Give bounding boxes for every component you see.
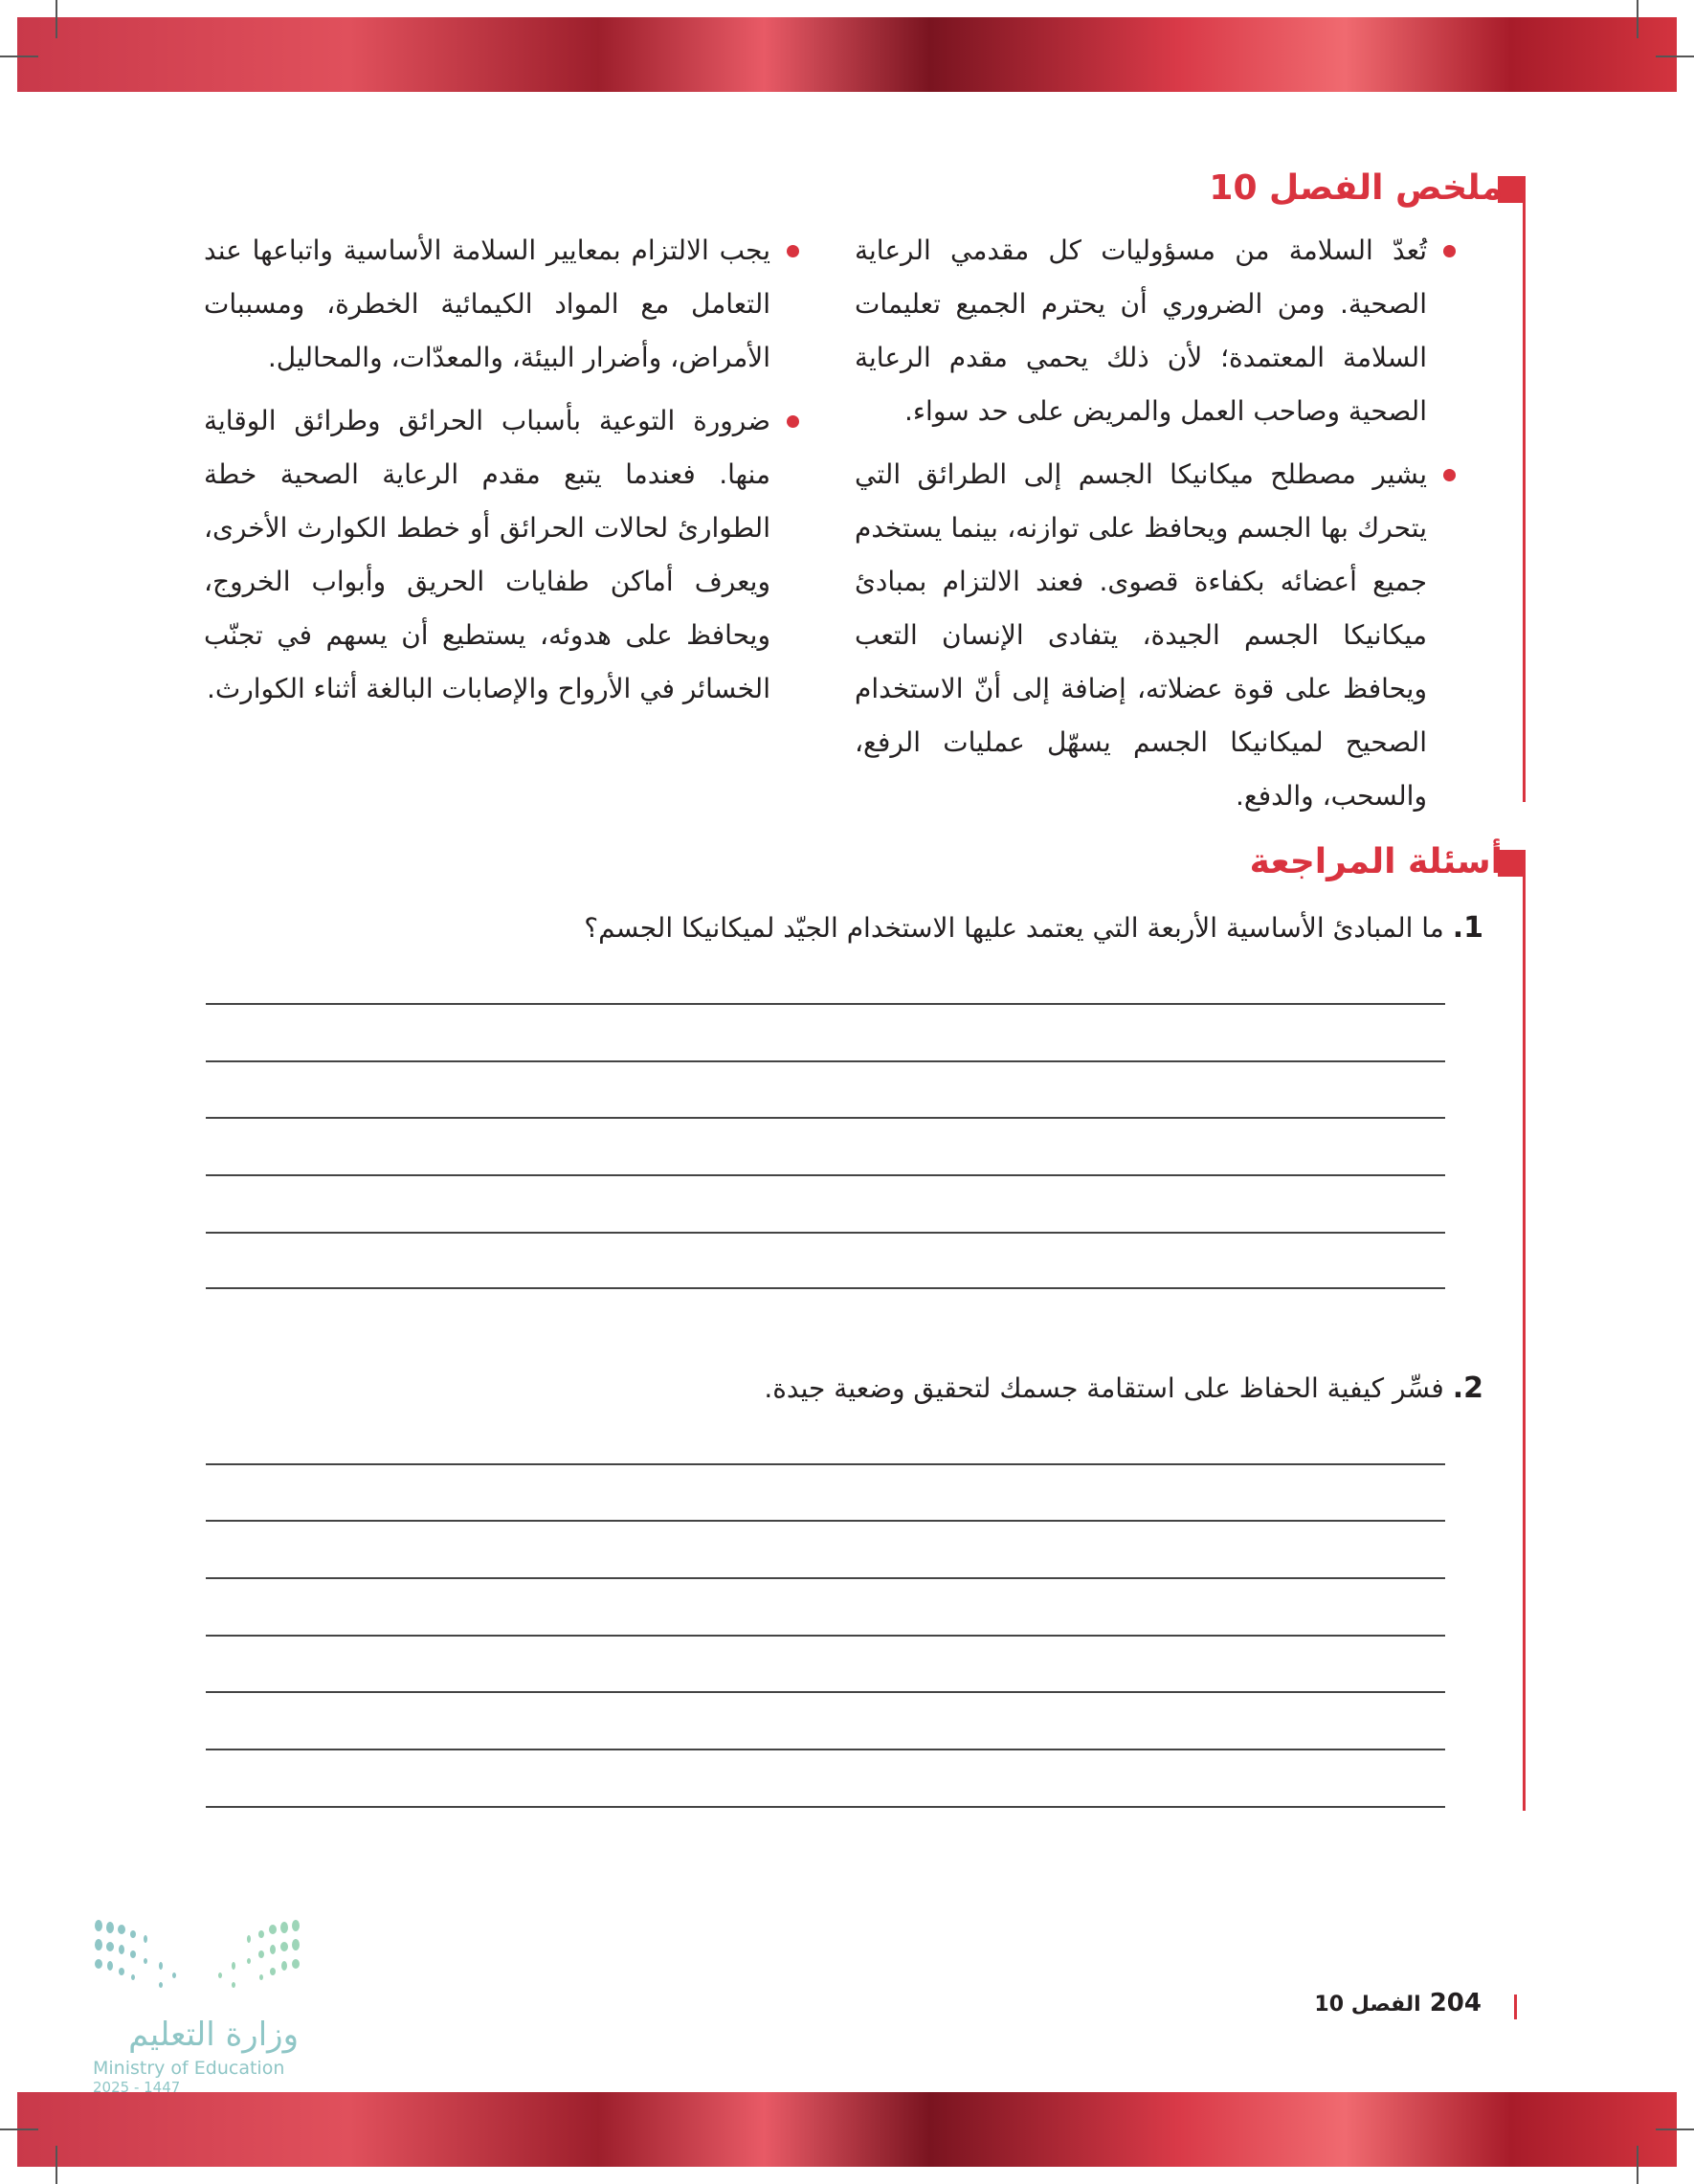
bullet-icon xyxy=(787,245,799,257)
page-number: 204 xyxy=(1429,1989,1482,2017)
summary-item xyxy=(204,394,799,716)
question-text: فسِّر كيفية الحفاظ على استقامة جسمك لتحقيق وضعية جيدة. xyxy=(764,1372,1444,1404)
section-rule xyxy=(1523,176,1526,802)
logo-arabic: وزارة التعليم xyxy=(128,2016,299,2054)
answer-line[interactable] xyxy=(206,1577,1445,1579)
summary-text: يشير مصطلح ميكانيكا الجسم إلى الطرائق التي يتحرك بها الجسم ويحافظ على توازنه، بينما يستخدم جميع أعضائه بكفاءة قصوى. فعند الالتزام بمبادئ ميكانيكا الجسم الجيدة، يتفادى الإنسان التعب ويحافظ على قوة عضلاته، إضافة إلى أنّ الاستخدام الصحيح لميكانيكا الجسم يسهّل عمليات الرفع، والسحب، والدفع. xyxy=(855,458,1427,812)
answer-line[interactable] xyxy=(206,1635,1445,1637)
answer-line[interactable] xyxy=(206,1003,1445,1005)
crop-mark xyxy=(56,2146,57,2184)
answer-line[interactable] xyxy=(206,1117,1445,1119)
footer-divider xyxy=(1514,1995,1517,2019)
answer-line[interactable] xyxy=(206,1749,1445,1750)
logo-dots-icon xyxy=(93,1918,303,1995)
crop-mark xyxy=(1637,0,1638,38)
answer-line[interactable] xyxy=(206,1691,1445,1693)
question-number: 2. xyxy=(1452,1371,1483,1405)
answer-line[interactable] xyxy=(206,1174,1445,1176)
question-text: ما المبادئ الأساسية الأربعة التي يعتمد عليها الاستخدام الجيّد لميكانيكا الجسم؟ xyxy=(584,912,1444,944)
crop-mark xyxy=(1637,2146,1638,2184)
page-footer xyxy=(1314,1989,1482,2017)
answer-line[interactable] xyxy=(206,1463,1445,1465)
summary-left-column xyxy=(204,224,799,725)
logo-year: 2025 - 1447 xyxy=(93,2079,181,2096)
answer-line[interactable] xyxy=(206,1520,1445,1522)
answer-line[interactable] xyxy=(206,1232,1445,1234)
summary-text: تُعدّ السلامة من مسؤوليات كل مقدمي الرعاية الصحية. ومن الضروري أن يحترم الجميع تعليمات السلامة المعتمدة؛ لأن ذلك يحمي مقدم الرعاية الصحية وصاحب العمل والمريض على حد سواء. xyxy=(855,234,1427,427)
question-2 xyxy=(764,1371,1483,1405)
summary-text: يجب الالتزام بمعايير السلامة الأساسية واتباعها عند التعامل مع المواد الكيمائية الخطرة، ومسببات الأمراض، وأضرار البيئة، والمعدّات، والمحاليل. xyxy=(204,234,770,373)
header-banner xyxy=(17,17,1677,92)
summary-item xyxy=(204,224,799,385)
crop-mark xyxy=(1656,56,1694,57)
summary-title: ملخص الفصل 10 xyxy=(1209,168,1503,208)
logo-english: Ministry of Education xyxy=(93,2058,285,2079)
answer-line[interactable] xyxy=(206,1287,1445,1289)
bullet-icon xyxy=(787,415,799,428)
summary-text: ضرورة التوعية بأسباب الحرائق وطرائق الوقاية منها. فعندما يتبع مقدم الرعاية الصحية خطة الطوارئ لحالات الحرائق أو خطط الكوارث الأخرى، ويعرف أماكن طفايات الحريق وأبواب الخروج، ويحافظ على هدوئه، يستطيع أن يسهم في تجنّب الخسائر في الأرواح والإصابات البالغة أثناء الكوارث. xyxy=(204,405,770,704)
crop-mark xyxy=(0,2128,38,2130)
summary-right-column xyxy=(855,224,1456,833)
crop-mark xyxy=(1656,2128,1694,2130)
crop-mark xyxy=(0,56,38,57)
summary-item xyxy=(855,448,1456,823)
section-rule xyxy=(1523,850,1526,1811)
chapter-label: الفصل 10 xyxy=(1314,1993,1421,2017)
summary-item xyxy=(855,224,1456,438)
bullet-icon xyxy=(1443,469,1456,481)
question-number: 1. xyxy=(1452,911,1483,945)
review-title: أسئلة المراجعة xyxy=(1249,842,1503,881)
answer-line[interactable] xyxy=(206,1060,1445,1062)
crop-mark xyxy=(56,0,57,38)
answer-line[interactable] xyxy=(206,1806,1445,1808)
footer-banner xyxy=(17,2092,1677,2167)
ministry-logo xyxy=(93,1918,303,2096)
bullet-icon xyxy=(1443,245,1456,257)
question-1 xyxy=(584,911,1483,945)
